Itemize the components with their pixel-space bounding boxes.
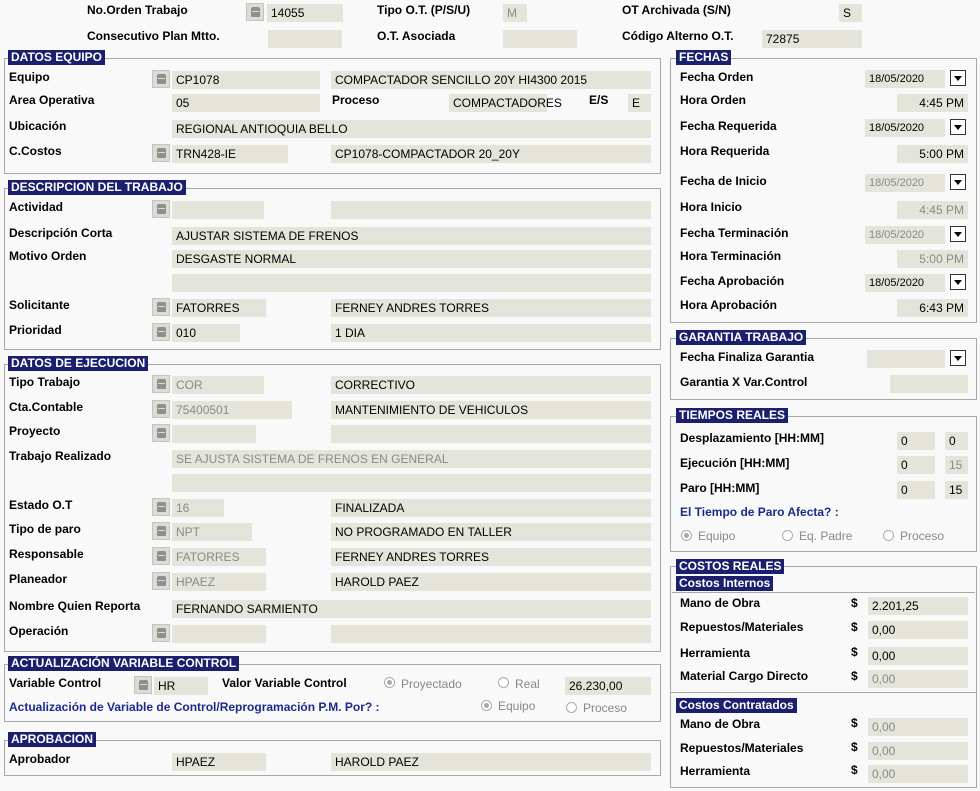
codigo-alterno-field[interactable]: 72875 [762, 30, 862, 48]
prioridad-label: Prioridad [9, 323, 62, 337]
lookup-icon [157, 74, 166, 84]
solicitante-lookup-button[interactable] [152, 298, 170, 316]
prioridad-lookup-button[interactable] [152, 323, 170, 341]
fecha-terminacion-label: Fecha Terminación [680, 226, 789, 240]
planeador-code-field[interactable]: HPAEZ [172, 573, 266, 591]
tipo-paro-code-field[interactable]: NPT [172, 523, 252, 541]
lookup-icon [157, 379, 166, 389]
lookup-icon [157, 204, 166, 214]
aprobador-code-field[interactable]: HPAEZ [172, 753, 266, 771]
paro-hh-field[interactable]: 0 [897, 481, 935, 499]
lookup-icon [157, 302, 166, 312]
prioridad-desc-field: 1 DIA [331, 324, 651, 342]
solicitante-name-field: FERNEY ANDRES TORRES [331, 299, 651, 317]
no-orden-label: No.Orden Trabajo [87, 3, 188, 17]
hora-requerida-label: Hora Requerida [680, 144, 770, 158]
hora-aprobacion-field[interactable]: 6:43 PM [897, 299, 968, 317]
cta-contable-label: Cta.Contable [9, 400, 84, 414]
prioridad-code-field[interactable]: 010 [172, 324, 240, 342]
tipo-ot-field[interactable]: M [503, 4, 527, 22]
hora-orden-field[interactable]: 4:45 PM [897, 94, 968, 112]
ejecucion-hh-field[interactable]: 0 [897, 456, 935, 474]
repuestos-label: Repuestos/Materiales [680, 620, 804, 634]
valor-variable-field[interactable]: 26.230,00 [565, 677, 651, 695]
tipo-trabajo-lookup-button[interactable] [152, 375, 170, 393]
fecha-terminacion-dropdown[interactable] [950, 226, 966, 242]
lookup-icon [157, 576, 166, 586]
motivo-label: Motivo Orden [9, 249, 87, 263]
tipo-paro-desc-field: NO PROGRAMADO EN TALLER [331, 523, 651, 541]
fecha-aprobacion-label: Fecha Aprobación [680, 274, 785, 288]
no-orden-field[interactable]: 14055 [267, 4, 343, 22]
lookup-icon [157, 404, 166, 414]
responsable-code-field[interactable]: FATORRES [172, 548, 266, 566]
operacion-label: Operación [9, 624, 69, 638]
valor-variable-label: Valor Variable Control [222, 676, 347, 690]
planeador-lookup-button[interactable] [152, 572, 170, 590]
mano-obra-currency: $ [851, 596, 858, 610]
desc-corta-field[interactable]: AJUSTAR SISTEMA DE FRENOS [172, 227, 651, 245]
hora-aprobacion-label: Hora Aprobación [680, 298, 777, 312]
ot-archivada-field[interactable]: S [839, 4, 862, 22]
proyecto-desc-field [331, 425, 651, 443]
lookup-icon [157, 502, 166, 512]
afecta-eqpadre-radio[interactable] [782, 530, 793, 541]
variable-control-field[interactable]: HR [154, 677, 208, 695]
garantia-var-field[interactable] [890, 375, 968, 393]
tipo-paro-label: Tipo de paro [9, 522, 81, 536]
equipo-lookup-button[interactable] [152, 70, 170, 88]
planeador-label: Planeador [9, 572, 68, 586]
actividad-lookup-button[interactable] [152, 200, 170, 218]
ejecucion-title: DATOS DE EJECUCION [8, 356, 148, 371]
paro-label: Paro [HH:MM] [680, 481, 760, 495]
codigo-alterno-label: Código Alterno O.T. [622, 29, 734, 43]
estado-code-field[interactable]: 16 [172, 499, 224, 517]
operacion-code-field[interactable] [172, 625, 266, 643]
paro-afecta-label: El Tiempo de Paro Afecta? : [680, 505, 839, 519]
variable-title: ACTUALIZACIÓN VARIABLE CONTROL [8, 656, 239, 671]
c-repuestos-label: Repuestos/Materiales [680, 741, 804, 755]
afecta-proceso-label: Proceso [900, 529, 945, 543]
lookup-icon [157, 148, 166, 158]
aprobador-label: Aprobador [9, 752, 71, 766]
equipo-label: Equipo [9, 70, 50, 84]
desplazamiento-hh-field[interactable]: 0 [897, 432, 935, 450]
variable-control-lookup-button[interactable] [134, 676, 152, 694]
desplazamiento-mm-field[interactable]: 0 [945, 432, 968, 450]
actividad-label: Actividad [9, 200, 64, 214]
fecha-inicio-label: Fecha de Inicio [680, 174, 767, 188]
proyectado-label: Proyectado [401, 677, 462, 691]
hora-terminacion-field[interactable]: 5:00 PM [897, 250, 968, 268]
actualizacion-label: Actualización de Variable de Control/Reprogramación P.M. Por? : [9, 700, 380, 714]
hora-orden-label: Hora Orden [680, 93, 747, 107]
costos-internos-divider [672, 592, 975, 593]
ot-asociada-label: O.T. Asociada [377, 29, 456, 43]
act-equipo-label: Equipo [498, 699, 536, 713]
lookup-icon [139, 680, 148, 690]
c-mano-obra-field[interactable]: 0,00 [868, 718, 968, 736]
proceso-label: Proceso [332, 93, 380, 107]
costos-contratados-divider [670, 692, 977, 693]
desc-corta-label: Descripción Corta [9, 226, 113, 240]
variable-control-label: Variable Control [9, 676, 102, 690]
garantia-fecha-dropdown[interactable] [950, 350, 966, 366]
hora-requerida-field[interactable]: 5:00 PM [897, 145, 968, 163]
garantia-fecha-label: Fecha Finaliza Garantia [680, 350, 815, 364]
no-orden-lookup-button[interactable] [246, 3, 264, 21]
responsable-lookup-button[interactable] [152, 547, 170, 565]
solicitante-label: Solicitante [9, 298, 70, 312]
c-mano-obra-label: Mano de Obra [680, 717, 761, 731]
operacion-desc-field [331, 625, 651, 643]
ot-asociada-field[interactable] [503, 30, 577, 48]
fecha-requerida-dropdown[interactable] [950, 119, 966, 135]
responsable-name-field: FERNEY ANDRES TORRES [331, 548, 651, 566]
garantia-title: GARANTIA TRABAJO [676, 330, 806, 345]
reporta-field[interactable]: FERNANDO SARMIENTO [172, 600, 651, 618]
es-field[interactable]: E [628, 94, 651, 112]
tiempos-title: TIEMPOS REALES [676, 408, 788, 423]
ejecucion-mm-field[interactable]: 15 [945, 456, 968, 474]
aprobacion-title: APROBACION [8, 732, 96, 747]
area-field[interactable]: 05 [172, 94, 320, 112]
afecta-proceso-radio[interactable] [883, 530, 894, 541]
es-label: E/S [589, 93, 609, 107]
lookup-icon [157, 526, 166, 536]
tipo-trabajo-code-field[interactable]: COR [172, 376, 264, 394]
actividad-code-field[interactable] [172, 201, 264, 219]
lookup-icon [157, 628, 166, 638]
herramienta-label: Herramienta [680, 646, 751, 660]
lookup-icon [157, 551, 166, 561]
lookup-icon [157, 327, 166, 337]
planeador-name-field: HAROLD PAEZ [331, 573, 651, 591]
ccostos-lookup-button[interactable] [152, 144, 170, 162]
c-herramienta-currency: $ [851, 763, 858, 777]
reporta-label: Nombre Quien Reporta [9, 599, 141, 613]
trabajo-realizado-field[interactable]: SE AJUSTA SISTEMA DE FRENOS EN GENERAL [172, 450, 651, 468]
estado-lookup-button[interactable] [152, 498, 170, 516]
fecha-terminacion-field[interactable]: 18/05/2020 [865, 226, 945, 244]
estado-label: Estado O.T [9, 498, 73, 512]
material-directo-currency: $ [851, 669, 858, 683]
proyectado-radio[interactable] [384, 677, 395, 688]
tipo-trabajo-label: Tipo Trabajo [9, 375, 81, 389]
estado-desc-field: FINALIZADA [331, 499, 651, 517]
fecha-inicio-field[interactable]: 18/05/2020 [865, 174, 945, 192]
motivo-field-line2[interactable] [172, 274, 651, 292]
hora-inicio-field[interactable]: 4:45 PM [897, 201, 968, 219]
tipo-paro-lookup-button[interactable] [152, 522, 170, 540]
mano-obra-label: Mano de Obra [680, 596, 761, 610]
ccostos-code-field[interactable]: TRN428-IE [172, 145, 288, 163]
c-mano-obra-currency: $ [851, 716, 858, 730]
costos-internos-title: Costos Internos [676, 576, 773, 591]
c-repuestos-field[interactable]: 0,00 [868, 742, 968, 760]
act-proceso-radio[interactable] [566, 702, 577, 713]
ejecucion-label: Ejecución [HH:MM] [680, 456, 790, 470]
fecha-aprobacion-dropdown[interactable] [950, 274, 966, 290]
proceso-field[interactable]: COMPACTADORES [449, 94, 547, 112]
responsable-label: Responsable [9, 547, 84, 561]
garantia-var-label: Garantia X Var.Control [680, 375, 808, 389]
real-label: Real [515, 677, 540, 691]
fecha-requerida-field[interactable]: 18/05/2020 [865, 119, 945, 137]
costos-title: COSTOS REALES [676, 559, 784, 574]
act-proceso-label: Proceso [583, 701, 628, 715]
cta-contable-desc-field: MANTENIMIENTO DE VEHICULOS [331, 401, 651, 419]
datos-equipo-title: DATOS EQUIPO [8, 50, 105, 65]
paro-mm-field[interactable]: 15 [945, 481, 968, 499]
ubicacion-field[interactable]: REGIONAL ANTIOQUIA BELLO [172, 120, 651, 138]
act-equipo-radio[interactable] [481, 700, 492, 711]
fecha-requerida-label: Fecha Requerida [680, 119, 777, 133]
proyecto-label: Proyecto [9, 424, 61, 438]
hora-inicio-label: Hora Inicio [680, 200, 743, 214]
hora-terminacion-label: Hora Terminación [680, 249, 782, 263]
c-herramienta-field[interactable]: 0,00 [868, 765, 968, 783]
equipo-code-field[interactable]: CP1078 [172, 71, 320, 89]
costos-contratados-title: Costos Contratados [676, 698, 797, 713]
proyecto-code-field[interactable] [172, 425, 256, 443]
actividad-desc-field [331, 201, 651, 219]
afecta-eqpadre-label: Eq. Padre [799, 529, 853, 543]
repuestos-field[interactable]: 0,00 [868, 621, 968, 639]
repuestos-currency: $ [851, 620, 858, 634]
ot-archivada-label: OT Archivada (S/N) [622, 3, 731, 17]
fecha-orden-label: Fecha Orden [680, 70, 754, 84]
tipo-trabajo-desc-field: CORRECTIVO [331, 376, 651, 394]
real-radio[interactable] [498, 677, 509, 688]
ccostos-label: C.Costos [9, 144, 62, 158]
c-repuestos-currency: $ [851, 740, 858, 754]
equipo-desc-field: COMPACTADOR SENCILLO 20Y HI4300 2015 [331, 71, 651, 89]
cta-contable-lookup-button[interactable] [152, 400, 170, 418]
c-herramienta-label: Herramienta [680, 764, 751, 778]
herramienta-field[interactable]: 0,00 [868, 647, 968, 665]
fecha-aprobacion-field[interactable]: 18/05/2020 [865, 274, 945, 292]
proyecto-lookup-button[interactable] [152, 424, 170, 442]
motivo-field[interactable]: DESGASTE NORMAL [172, 250, 651, 268]
lookup-icon [251, 7, 260, 17]
aprobador-name-field: HAROLD PAEZ [331, 753, 651, 771]
material-directo-field[interactable]: 0,00 [868, 670, 968, 688]
trabajo-realizado-field-line2[interactable] [172, 474, 651, 492]
afecta-equipo-label: Equipo [698, 529, 736, 543]
area-label: Area Operativa [9, 93, 95, 107]
consecutivo-label: Consecutivo Plan Mtto. [87, 29, 220, 43]
material-directo-label: Material Cargo Directo [680, 669, 809, 683]
lookup-icon [157, 428, 166, 438]
fechas-title: FECHAS [676, 50, 731, 65]
desplazamiento-label: Desplazamiento [HH:MM] [680, 431, 825, 445]
consecutivo-field[interactable] [268, 30, 342, 48]
fecha-orden-field[interactable]: 18/05/2020 [865, 70, 945, 88]
cta-contable-code-field[interactable]: 75400501 [172, 401, 292, 419]
fecha-inicio-dropdown[interactable] [950, 174, 966, 190]
fecha-orden-dropdown[interactable] [950, 70, 966, 86]
afecta-equipo-radio[interactable] [681, 530, 692, 541]
descripcion-title: DESCRIPCION DEL TRABAJO [8, 180, 186, 195]
solicitante-code-field[interactable]: FATORRES [172, 299, 266, 317]
mano-obra-field[interactable]: 2.201,25 [868, 597, 968, 615]
herramienta-currency: $ [851, 645, 858, 659]
garantia-fecha-field[interactable] [867, 350, 945, 368]
tipo-ot-label: Tipo O.T. (P/S/U) [377, 3, 471, 17]
operacion-lookup-button[interactable] [152, 624, 170, 642]
ccostos-desc-field: CP1078-COMPACTADOR 20_20Y [331, 145, 651, 163]
ubicacion-label: Ubicación [9, 119, 67, 133]
trabajo-realizado-label: Trabajo Realizado [9, 449, 112, 463]
